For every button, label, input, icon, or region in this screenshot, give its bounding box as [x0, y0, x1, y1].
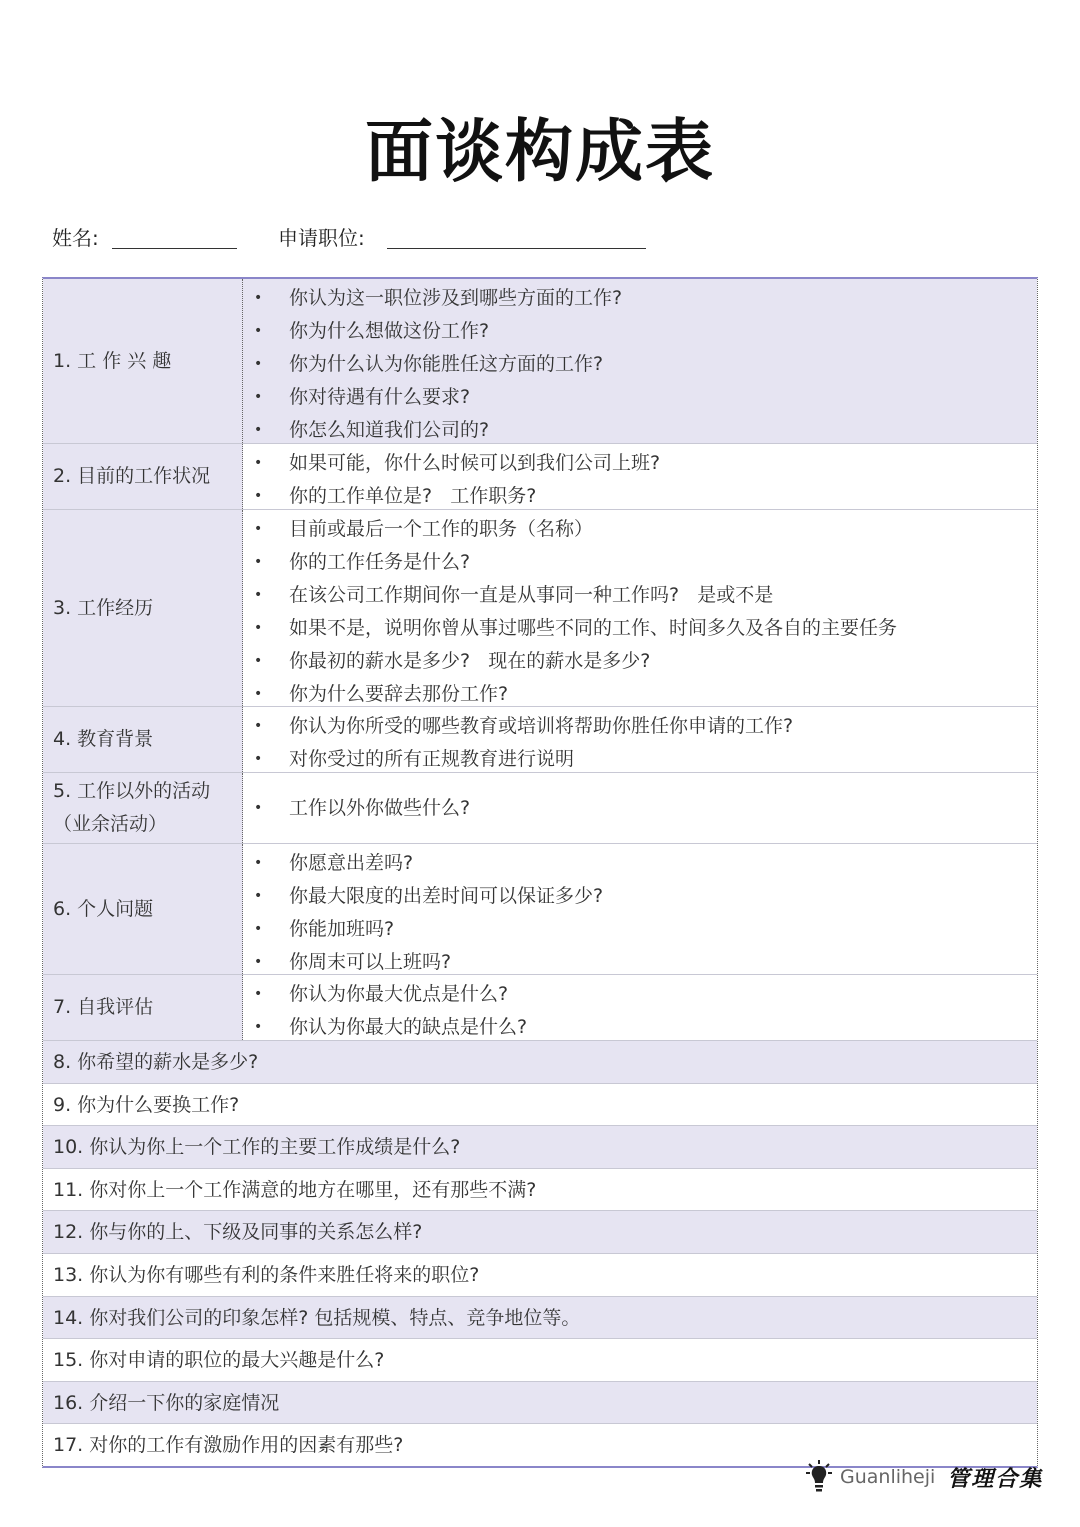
bullet-icon: • — [254, 855, 263, 871]
bullet-icon: • — [254, 587, 263, 603]
question-row: 16. 介绍一下你的家庭情况 — [43, 1382, 1037, 1425]
question-item: • 你认为你所受的哪些教育或培训将帮助你胜任你申请的工作? — [243, 710, 1037, 743]
name-blank-line[interactable] — [112, 248, 237, 249]
bullet-icon: • — [254, 620, 263, 636]
question-row: 9. 你为什么要换工作? — [43, 1084, 1037, 1127]
bullet-icon: • — [254, 888, 263, 904]
section-label: 6. 个人问题 — [43, 844, 243, 974]
bullet-icon: • — [254, 323, 263, 339]
question-item: • 你周末可以上班吗? — [243, 946, 1037, 979]
question-row: 14. 你对我们公司的印象怎样? 包括规模、特点、竞争地位等。 — [43, 1297, 1037, 1340]
section-work-interest — [43, 279, 1037, 444]
section-label: 4. 教育背景 — [43, 707, 243, 772]
section-label: 7. 自我评估 — [43, 975, 243, 1040]
section-activities — [43, 773, 1037, 844]
question-row: 12. 你与你的上、下级及同事的关系怎么样? — [43, 1211, 1037, 1254]
question-row: 10. 你认为你上一个工作的主要工作成绩是什么? — [43, 1126, 1037, 1169]
question-list — [243, 279, 1037, 443]
question-item: • 对你受过的所有正规教育进行说明 — [243, 743, 1037, 776]
question-row: 17. 对你的工作有激励作用的因素有那些? — [53, 1434, 404, 1457]
bullet-icon: • — [254, 954, 263, 970]
bullet-icon: • — [254, 488, 263, 504]
question-item: • 你为什么认为你能胜任这方面的工作? — [243, 348, 1037, 381]
bullet-icon: • — [254, 554, 263, 570]
question-item: • 你为什么要辞去那份工作? — [243, 678, 1037, 711]
question-item: • 你最初的薪水是多少? 现在的薪水是多少? — [243, 645, 1037, 678]
section-label: 3. 工作经历 — [43, 510, 243, 706]
bullet-icon: • — [254, 1019, 263, 1035]
question-item: • 目前或最后一个工作的职务（名称） — [243, 513, 1037, 546]
question-item: • 你最大限度的出差时间可以保证多少? — [243, 880, 1037, 913]
question-list — [243, 444, 1037, 509]
bullet-icon: • — [254, 653, 263, 669]
position-label: 申请职位: — [278, 226, 365, 250]
page-title: 面谈构成表 — [364, 113, 715, 192]
question-item: • 你怎么知道我们公司的? — [243, 414, 1037, 447]
section-label: 1. 工 作 兴 趣 — [43, 279, 243, 443]
bullet-icon: • — [254, 986, 263, 1002]
bullet-icon: • — [254, 455, 263, 471]
question-item: • 你的工作单位是? 工作职务? — [243, 480, 1037, 513]
question-item: • 你认为你最大优点是什么? — [243, 978, 1037, 1011]
question-row: 15. 你对申请的职位的最大兴趣是什么? — [43, 1339, 1037, 1382]
section-label: 2. 目前的工作状况 — [43, 444, 243, 509]
bullet-icon: • — [254, 422, 263, 438]
question-list — [243, 844, 1037, 974]
section-work-history — [43, 510, 1037, 707]
bullet-icon: • — [254, 751, 263, 767]
question-row: 8. 你希望的薪水是多少? — [43, 1041, 1037, 1084]
section-self-assessment — [43, 975, 1037, 1041]
section-label: 5. 工作以外的活动 （业余活动） — [43, 773, 243, 843]
question-row: 13. 你认为你有哪些有利的条件来胜任将来的职位? — [43, 1254, 1037, 1297]
question-row: 11. 你对你上一个工作满意的地方在哪里，还有那些不满? — [43, 1169, 1037, 1212]
bullet-icon: • — [254, 799, 263, 816]
question-list — [243, 707, 1037, 772]
name-label: 姓名: — [52, 226, 99, 250]
bullet-icon: • — [254, 290, 263, 306]
question-item: • 你的工作任务是什么? — [243, 546, 1037, 579]
question-item: • 你认为这一职位涉及到哪些方面的工作? — [243, 282, 1037, 315]
question-item: • 你认为你最大的缺点是什么? — [243, 1011, 1037, 1044]
brand-name-cn: 管理合集 — [947, 1465, 1044, 1492]
question-item: • 如果不是，说明你曾从事过哪些不同的工作、时间多久及各自的主要任务 — [243, 612, 1037, 645]
question-item: • 你为什么想做这份工作? — [243, 315, 1037, 348]
section-personal — [43, 844, 1037, 975]
section-current-work — [43, 444, 1037, 510]
bullet-icon: • — [254, 521, 263, 537]
question-item: • 你对待遇有什么要求? — [243, 381, 1037, 414]
bullet-icon: • — [254, 686, 263, 702]
question-item: • 你愿意出差吗? — [243, 847, 1037, 880]
brand-name: Guanliheji — [840, 1466, 936, 1488]
position-blank-line[interactable] — [387, 248, 646, 249]
bullet-icon: • — [254, 718, 263, 734]
bullet-icon: • — [254, 389, 263, 405]
question-list — [243, 773, 1037, 843]
question-item: • 你能加班吗? — [243, 913, 1037, 946]
bullet-icon: • — [254, 356, 263, 372]
question-item: • 工作以外你做些什么? — [243, 792, 470, 825]
lightbulb-icon — [806, 1459, 832, 1495]
question-list — [243, 975, 1037, 1040]
question-item: • 在该公司工作期间你一直是从事同一种工作吗? 是或不是 — [243, 579, 1037, 612]
bullet-icon: • — [254, 921, 263, 937]
interview-form-table — [42, 277, 1038, 1468]
brand-logo — [806, 1457, 1043, 1497]
question-list — [243, 510, 1037, 706]
question-item: • 如果可能，你什么时候可以到我们公司上班? — [243, 447, 1037, 480]
section-education — [43, 707, 1037, 773]
